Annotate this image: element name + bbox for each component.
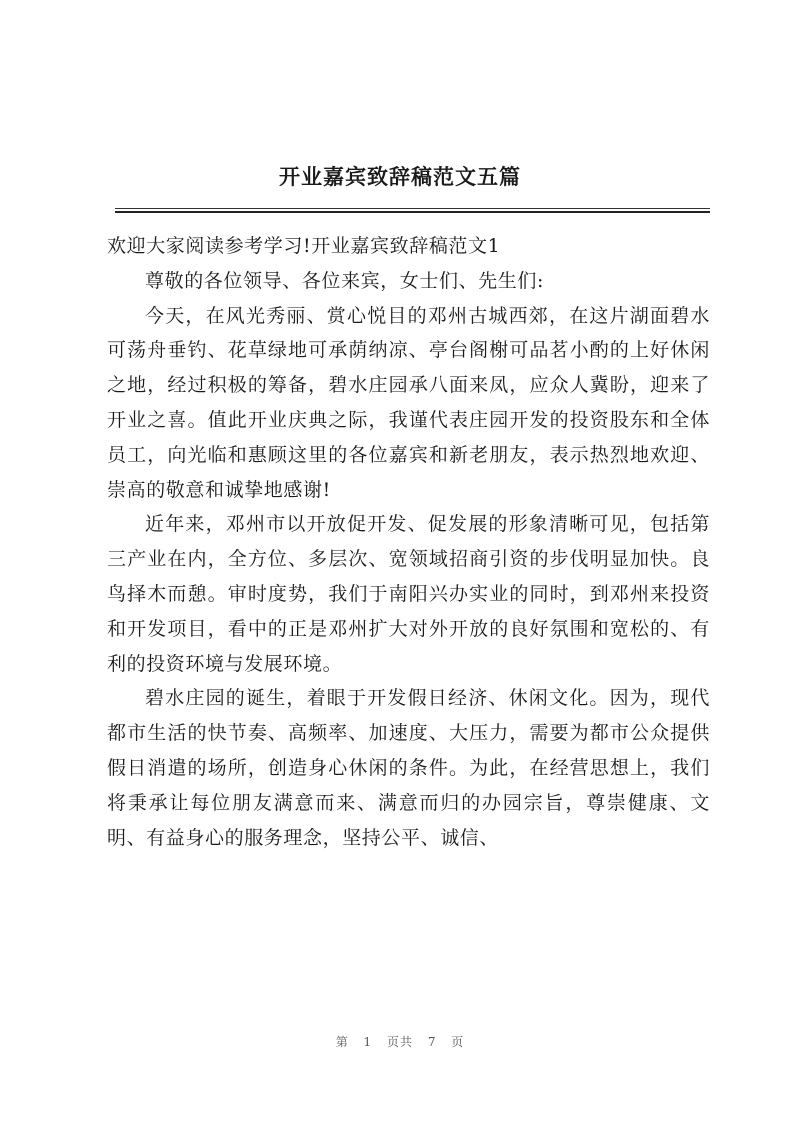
paragraph: 今天，在风光秀丽、赏心悦目的邓州古城西郊，在这片湖面碧水可荡舟垂钓、花草绿地可承荫纳凉、亭台阁榭可品茗小酌的上好休闲之地，经过积极的筹备，碧水庄园承八面来凤，应众人冀盼，迎来了开业之喜。值此开业庆典之际，我谨代表庄园开发的投资股东和全体员工，向光临和惠顾这里的各位嘉宾和新老朋友，表示热烈地欢迎、崇高的敬意和诚挚地感谢!	[107, 304, 710, 501]
paragraph: 近年来，邓州市以开放促开发、促发展的形象清晰可见，包括第三产业在内，全方位、多层次、宽领域招商引资的步伐明显加快。良鸟择木而憩。审时度势，我们于南阳兴办实业的同时，到邓州来投资和开发项目，看中的正是邓州扩大对外开放的良好氛围和宽松的、有利的投资环境与发展环境。	[107, 513, 710, 675]
intro-line: 欢迎大家阅读参考学习!开业嘉宾致辞稿范文1	[107, 235, 501, 257]
page-footer: 第 1 页共 7 页	[335, 1035, 465, 1049]
document-title: 开业嘉宾致辞稿范文五篇	[279, 164, 521, 189]
document-body	[107, 229, 710, 855]
salutation: 尊敬的各位领导、各位来宾，女士们、先生们:	[145, 269, 545, 292]
paragraph: 碧水庄园的诞生，着眼于开发假日经济、休闲文化。因为，现代都市生活的快节奏、高频率、加速度、大压力，需要为都市公众提供假日消遣的场所，创造身心休闲的条件。为此，在经营思想上，我们将秉承让每位朋友满意而来、满意而归的办园宗旨，尊崇健康、文明、有益身心的服务理念，坚持公平、诚信、	[107, 687, 710, 849]
title-divider-thin	[115, 208, 710, 209]
title-divider-thick	[115, 211, 710, 213]
